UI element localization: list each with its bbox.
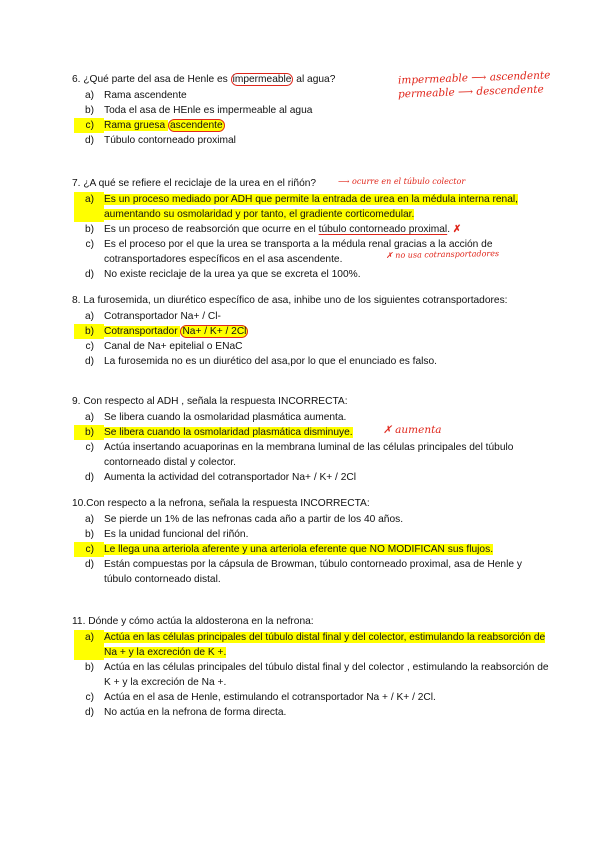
- option-8d[interactable]: d) La furosemida no es un diurético del asa,por lo que el enunciado es falso.: [84, 356, 438, 367]
- ascendente-circled-word: ascendente: [170, 120, 223, 131]
- option-6b[interactable]: b) Toda el asa de HEnle es impermeable al agua: [84, 105, 313, 116]
- question-11-options: [72, 630, 552, 720]
- option-7d[interactable]: d) No existe reciclaje de la urea ya que se excreta el 100%.: [84, 269, 361, 280]
- option-9b-correct[interactable]: b) Se libera cuando la osmolaridad plasmática disminuye.: [72, 425, 552, 440]
- option-11d[interactable]: d) No actúa en la nefrona de forma directa.: [84, 707, 287, 718]
- question-10-options: [72, 512, 552, 587]
- underlined-tcp: túbulo contorneado proximal: [318, 224, 448, 235]
- handwritten-note-q6-line2: permeable ⟶ descendente: [397, 83, 544, 101]
- question-11-stem: 11. Dónde y cómo actúa la aldosterona en la nefrona:: [72, 616, 314, 627]
- question-10: [72, 496, 552, 587]
- option-11a-correct[interactable]: a) Actúa en las células principales del túbulo distal final y del colector, estimulando la reabsorción de Na + y la excreción de K +.: [72, 630, 552, 660]
- option-10a[interactable]: a) Se pierde un 1% de las nefronas cada año a partir de los 40 años.: [84, 514, 404, 525]
- handwritten-note-q7-c: ✗ no usa cotransportadores: [385, 249, 500, 260]
- question-6-stem: 6. ¿Qué parte del asa de Henle es impermeable al agua?: [72, 74, 336, 85]
- question-7: [72, 176, 552, 282]
- question-7-options: [72, 192, 552, 282]
- option-7a-correct[interactable]: a) Es un proceso mediado por ADH que permite la entrada de urea en la médula interna renal, aumentando su osmolaridad y por tanto, el gradiente corticomedular.: [72, 192, 552, 222]
- option-6a[interactable]: a) Rama ascendente: [84, 90, 187, 101]
- option-10d[interactable]: d) Están compuestas por la cápsula de Browman, túbulo contorneado proximal, asa de Henle y túbulo contorneado distal.: [84, 559, 522, 585]
- option-7b[interactable]: b) Es un proceso de reabsorción que ocurre en el túbulo contorneado proximal. ✗: [84, 224, 462, 235]
- handwritten-note-q9-b: ✗ aumenta: [383, 424, 442, 436]
- question-11: [72, 614, 552, 720]
- question-9-stem: 9. Con respecto al ADH , señala la respuesta INCORRECTA:: [72, 396, 348, 407]
- option-7c[interactable]: c) Es el proceso por el que la urea se transporta a la médula renal gracias a la acción de cotransportadores específicos en el asa ascendente.: [85, 239, 493, 265]
- option-8c[interactable]: c) Canal de Na+ epitelial o ENaC: [85, 341, 243, 352]
- option-9c[interactable]: c) Actúa insertando acuaporinas en la membrana luminal de las células principales del túbulo contorneado distal y colector.: [85, 442, 514, 468]
- option-9a[interactable]: a) Se libera cuando la osmolaridad plasmática aumenta.: [84, 412, 347, 423]
- option-6c-correct[interactable]: c) Rama gruesa ascendente: [72, 118, 552, 133]
- x-mark-icon: ✗: [452, 224, 462, 235]
- option-10c-correct[interactable]: c) Le llega una arteriola aferente y una arteriola eferente que NO MODIFICAN sus flujos.: [72, 542, 552, 557]
- option-8a[interactable]: a) Cotransportador Na+ / Cl-: [84, 311, 221, 322]
- question-8: [72, 293, 552, 369]
- option-8b-correct[interactable]: b) Cotransportador Na+ / K+ / 2Cl: [72, 324, 552, 339]
- question-7-stem: 7. ¿A qué se refiere el reciclaje de la urea en el riñón?: [72, 178, 317, 189]
- option-10b[interactable]: b) Es la unidad funcional del riñón.: [84, 529, 249, 540]
- option-11c[interactable]: c) Actúa en el asa de Henle, estimulando el cotransportador Na + / K+ / 2Cl.: [85, 692, 436, 703]
- handwritten-note-q6-line1: impermeable ⟶ ascendente: [397, 69, 551, 87]
- question-10-stem: 10.Con respecto a la nefrona, señala la respuesta INCORRECTA:: [72, 498, 370, 509]
- impermeable-circled-word: impermeable: [232, 74, 292, 85]
- question-9: [72, 394, 552, 485]
- option-6d[interactable]: d) Túbulo contorneado proximal: [84, 135, 236, 146]
- option-11b[interactable]: b) Actúa en las células principales del túbulo distal final y del colector , estimulando la reabsorción de K + y la excreción de Na +.: [84, 662, 549, 688]
- question-8-options: [72, 309, 552, 369]
- handwritten-note-q7-stem: ⟶ ocurre en el túbulo colector: [338, 177, 466, 186]
- question-8-stem: 8. La furosemida, un diurético específico de asa, inhibe uno de los siguientes cotransportadores:: [72, 295, 508, 306]
- question-9-options: [72, 410, 552, 485]
- option-9d[interactable]: d) Aumenta la actividad del cotransportador Na+ / K+ / 2Cl: [84, 472, 356, 483]
- na-k-2cl-circled: Na+ / K+ / 2Cl: [182, 326, 247, 337]
